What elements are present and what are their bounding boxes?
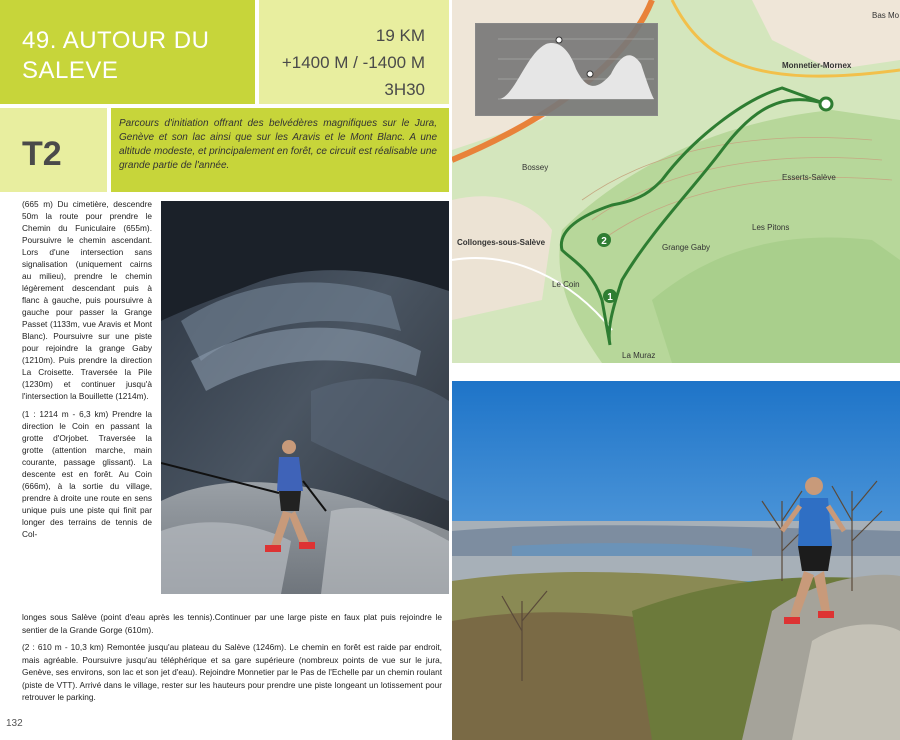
place-label: Le Coin <box>552 280 580 289</box>
elevation: +1400 M / -1400 M <box>281 53 425 72</box>
duration: 3H30 <box>384 80 425 99</box>
paragraph: longes sous Salève (point d'eau après les tennis).Continuer par une large piste en faux plat puis rejoindre le sentier de la Grande Gorge (610m). <box>22 612 442 635</box>
place-label: Esserts-Salève <box>782 173 836 182</box>
difficulty-block <box>0 108 107 192</box>
elevation-profile <box>475 23 658 116</box>
route-title: 49. AUTOUR DU SALEVE <box>22 27 210 84</box>
place-label: Grange Gaby <box>662 243 711 252</box>
place-label: Monnetier-Mornex <box>782 61 852 70</box>
place-label: Collonges-sous-Salève <box>457 238 546 247</box>
paragraph: (665 m) Du cimetière, descendre 50m la route pour prendre le Chemin du Funiculaire (655m). Poursuivre le chemin ascendant. Lors d'une intersection sans signalisation (uniquement cairns au milieu), prendre le chemin légèrement descendant puis à flanc à gauche, puis poursuivre à gauche pour passer la Grange Passet (1133m, vue Aravis et Mont Blanc). Poursuivre sur une piste pour rejoindre la grange Gaby (1210m). Puis prendre la direction La Croisette. Traversée la Pile (1230m) et continuer jusqu'à l'intersection la Bouillette (1214m). <box>22 199 152 401</box>
place-label: Bas Mo <box>872 11 900 20</box>
difficulty-grade: T2 <box>22 135 62 173</box>
place-label: Bossey <box>522 163 549 172</box>
paragraph: (2 : 610 m - 10,3 km) Remontée jusqu'au plateau du Salève (1246m). Le chemin en forêt est raide par endroit, mais agréable. Poursuivre jusqu'au téléphérique et sa gare supérieure (nombreux points de vue sur le jura, Genève, ses environs, son lac et son jet d'eau). Rejoindre Monnetier par le Pas de l'Echelle par un chemin roulant (piste de VTT). Arrivé dans le village, rester sur les hauteurs pour prendre une piste longeant un lotissement pour retrouver le parking. <box>22 642 442 702</box>
page-number: 132 <box>6 718 23 729</box>
route-description-column <box>22 198 152 546</box>
start-marker <box>820 98 832 110</box>
waypoint-2-label: 2 <box>601 236 607 247</box>
distance: 19 KM <box>375 26 425 45</box>
place-label: Les Pitons <box>752 223 790 232</box>
route-description-continued <box>22 611 442 709</box>
route-title-block <box>0 0 255 104</box>
route-stats <box>259 0 449 104</box>
intro-text: Parcours d'initiation offrant des belvédères magnifiques sur le Jura, Genève et son lac ainsi que sur les Aravis et le Mont Blanc. A une altitude modeste, et principalement en forêt, ce circuit est réalisable une grande partie de l'année. <box>111 108 449 192</box>
waypoint-1-label: 1 <box>607 292 613 303</box>
place-label: La Muraz <box>622 351 656 360</box>
paragraph: (1 : 1214 m - 6,3 km) Prendre la direction le Coin en passant la grotte d'Orjobet. Traversée la grotte (attention marche, main courante, passage glissant). La descente est en forêt. Au Coin (666m), à la sortie du village, prendre à droite une route en sens unique puis une piste qui finit par longer des terrains de tennis de Col- <box>22 409 152 539</box>
runner-photo <box>452 381 900 740</box>
cave-photo <box>161 201 449 594</box>
